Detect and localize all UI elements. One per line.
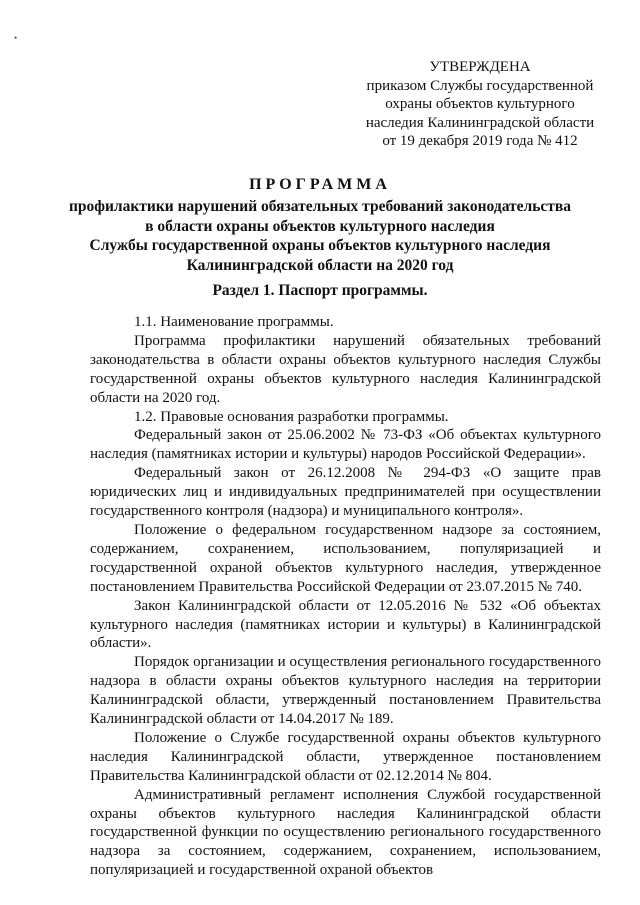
paragraph: 1.1. Наименование программы. xyxy=(134,314,334,330)
approval-stamp xyxy=(360,58,600,151)
approval-line: наследия Калининградской области xyxy=(365,114,595,131)
paragraph: Закон Калининградской области от 12.05.2016 № 532 «Об объектах культурного наследия (памятниках истории и культуры) в Калининградской области». xyxy=(90,597,601,652)
title-line: Калининградской области на 2020 год xyxy=(186,256,454,274)
scan-mark: • xyxy=(14,33,18,43)
paragraph: Программа профилактики нарушений обязательных требований законодательства в области охраны объектов культурного наследия Службы государственной охраны объектов культурного наследия Калининградской области на 2020 год. xyxy=(90,332,601,406)
document-title xyxy=(60,175,580,275)
approval-line: охраны объектов культурного xyxy=(385,96,575,112)
title-line: профилактики нарушений обязательных требований законодательства xyxy=(68,198,572,215)
paragraph: Порядок организации и осуществления регионального государственного надзора в области охраны объектов культурного наследия на территории Калининградской области, утвержденный постановлением Правительства Калининградской области от 14.04.2017 № 189. xyxy=(90,654,601,728)
title-line: Службы государственной охраны объектов культурного наследия xyxy=(89,237,551,254)
title-word: ПРОГРАММА xyxy=(249,176,391,193)
section-heading: Раздел 1. Паспорт программы. xyxy=(212,282,428,299)
paragraph: Положение о Службе государственной охраны объектов культурного наследия Калининградской области, утвержденное постановлением Правительства Калининградской области от 02.12.2014 № 804. xyxy=(90,729,601,784)
paragraph: Федеральный закон от 25.06.2002 № 73-ФЗ «Об объектах культурного наследия (памятниках истории и культуры) народов Российской Федерации». xyxy=(90,427,601,463)
paragraph: Административный регламент исполнения Службой государственной охраны объектов культурного наследия Калининградской области государственной функции по осуществлению регионального государственного надзора за состоянием, содержанием, сохранением, использованием, популяризацией и государственной охраной объектов xyxy=(90,786,601,879)
title-line: в области охраны объектов культурного наследия xyxy=(145,217,495,235)
approval-line: приказом Службы государственной xyxy=(366,77,594,94)
paragraph: Положение о федеральном государственном надзоре за состоянием, содержанием, сохранением, использованием, популяризацией и государственной охраной объектов культурного наследия, утвержденное постановлением Правительства Российской Федерации от 23.07.2015 № 740. xyxy=(90,521,601,595)
approval-line: от 19 декабря 2019 года № 412 xyxy=(382,133,578,149)
document-body xyxy=(90,313,601,880)
paragraph: Федеральный закон от 26.12.2008 № 294-ФЗ «О защите прав юридических лиц и индивидуальных предпринимателей при осуществлении государственного контроля (надзора) и муниципального контроля». xyxy=(90,465,601,520)
paragraph: 1.2. Правовые основания разработки программы. xyxy=(134,408,449,425)
approval-line: УТВЕРЖДЕНА xyxy=(429,59,531,75)
